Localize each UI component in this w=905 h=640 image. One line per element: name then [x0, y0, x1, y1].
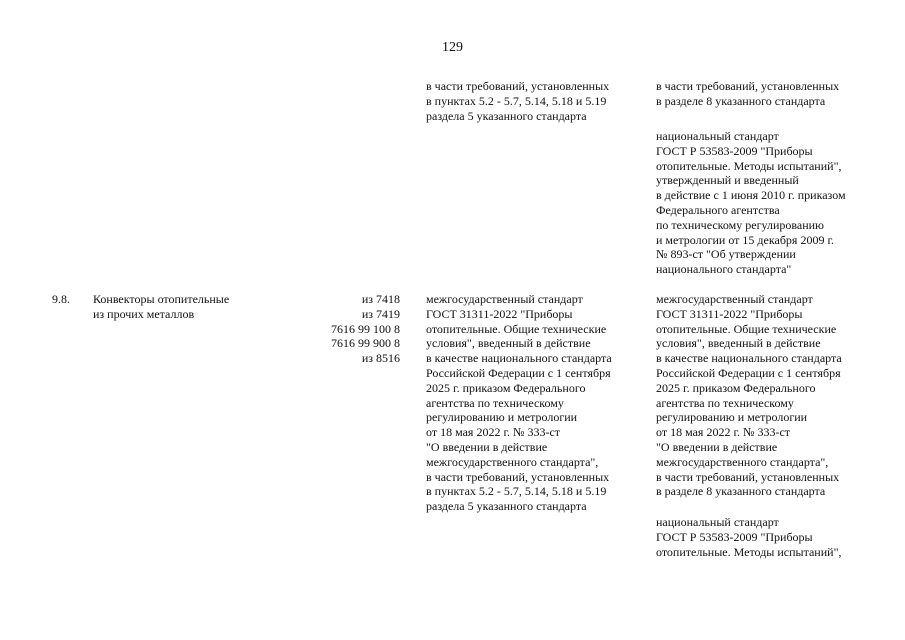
- text-line: "О введении в действие: [656, 439, 778, 454]
- text-line: ГОСТ 31311-2022 "Приборы: [426, 306, 573, 321]
- text-line: раздела 5 указанного стандарта: [426, 499, 587, 514]
- text-line: национального стандарта": [656, 262, 792, 277]
- text-line: в действие с 1 июня 2010 г. приказом: [656, 188, 846, 203]
- text-line: № 893-ст "Об утверждении: [656, 247, 796, 262]
- text-line: межгосударственного стандарта",: [426, 454, 599, 469]
- text-line: ГОСТ Р 53583-2009 "Приборы: [656, 143, 813, 158]
- text-line: агентства по техническому: [426, 395, 564, 410]
- text-line: ГОСТ Р 53583-2009 "Приборы: [656, 529, 813, 544]
- page-number: 129: [442, 40, 463, 55]
- test-methods-block-2: [656, 515, 841, 559]
- code-line: из 7419: [361, 306, 400, 321]
- text-line: Конвекторы отопительные: [93, 292, 230, 306]
- text-line: отопительные. Методы испытаний",: [656, 544, 842, 559]
- code-line: 7616 99 100 8: [331, 321, 400, 336]
- text-line: по техническому регулированию: [656, 217, 825, 232]
- text-line: 2025 г. приказом Федерального: [656, 380, 816, 395]
- text-line: в части требований, установленных: [426, 79, 610, 93]
- text-line: от 18 мая 2022 г. № 333-ст: [426, 425, 561, 440]
- top-test-methods-block-1: [656, 79, 839, 109]
- tn-ved-codes-cell: [300, 292, 400, 366]
- text-line: отопительные. Общие технические: [426, 321, 607, 336]
- text-line: в разделе 8 указанного стандарта: [656, 484, 826, 499]
- test-methods-block-1: [656, 292, 842, 499]
- text-line: в части требований, установленных: [656, 79, 840, 93]
- text-line: в пунктах 5.2 - 5.7, 5.14, 5.18 и 5.19: [426, 484, 607, 499]
- text-line: ГОСТ 31311-2022 "Приборы: [656, 306, 803, 321]
- text-line: отопительные. Общие технические: [656, 321, 837, 336]
- text-line: Российской Федерации с 1 сентября: [656, 365, 841, 380]
- text-line: Федерального агентства: [656, 202, 780, 217]
- text-line: регулированию и метрологии: [426, 410, 578, 425]
- text-line: в пунктах 5.2 - 5.7, 5.14, 5.18 и 5.19: [426, 93, 607, 108]
- text-line: агентства по техническому: [656, 395, 794, 410]
- text-line: из прочих металлов: [93, 306, 195, 321]
- text-line: раздела 5 указанного стандарта: [426, 108, 587, 123]
- text-line: и метрологии от 15 декабря 2009 г.: [656, 232, 835, 247]
- code-line: из 7418: [361, 292, 400, 306]
- text-line: в качестве национального стандарта: [426, 351, 612, 366]
- text-line: межгосударственный стандарт: [656, 292, 813, 306]
- text-line: в части требований, установленных: [656, 469, 840, 484]
- top-test-methods-block-2: [656, 129, 846, 277]
- text-line: межгосударственного стандарта",: [656, 454, 829, 469]
- row-number: 9.8.: [52, 292, 70, 306]
- text-line: отопительные. Методы испытаний",: [656, 158, 842, 173]
- code-line: из 8516: [361, 351, 400, 366]
- requirements-cell: [426, 292, 612, 514]
- code-line: 7616 99 900 8: [331, 336, 400, 351]
- text-line: межгосударственный стандарт: [426, 292, 583, 306]
- text-line: национальный стандарт: [656, 129, 779, 143]
- text-line: от 18 мая 2022 г. № 333-ст: [656, 425, 791, 440]
- text-line: условия", введенный в действие: [656, 336, 821, 351]
- top-requirements-cell: [426, 79, 609, 123]
- text-line: в качестве национального стандарта: [656, 351, 842, 366]
- text-line: в части требований, установленных: [426, 469, 610, 484]
- text-line: утвержденный и введенный: [656, 173, 799, 188]
- text-line: Российской Федерации с 1 сентября: [426, 365, 611, 380]
- text-line: "О введении в действие: [426, 439, 548, 454]
- text-line: национальный стандарт: [656, 515, 779, 529]
- text-line: условия", введенный в действие: [426, 336, 591, 351]
- text-line: регулированию и метрологии: [656, 410, 808, 425]
- text-line: 2025 г. приказом Федерального: [426, 380, 586, 395]
- text-line: в разделе 8 указанного стандарта: [656, 93, 826, 108]
- product-name-cell: [93, 292, 229, 322]
